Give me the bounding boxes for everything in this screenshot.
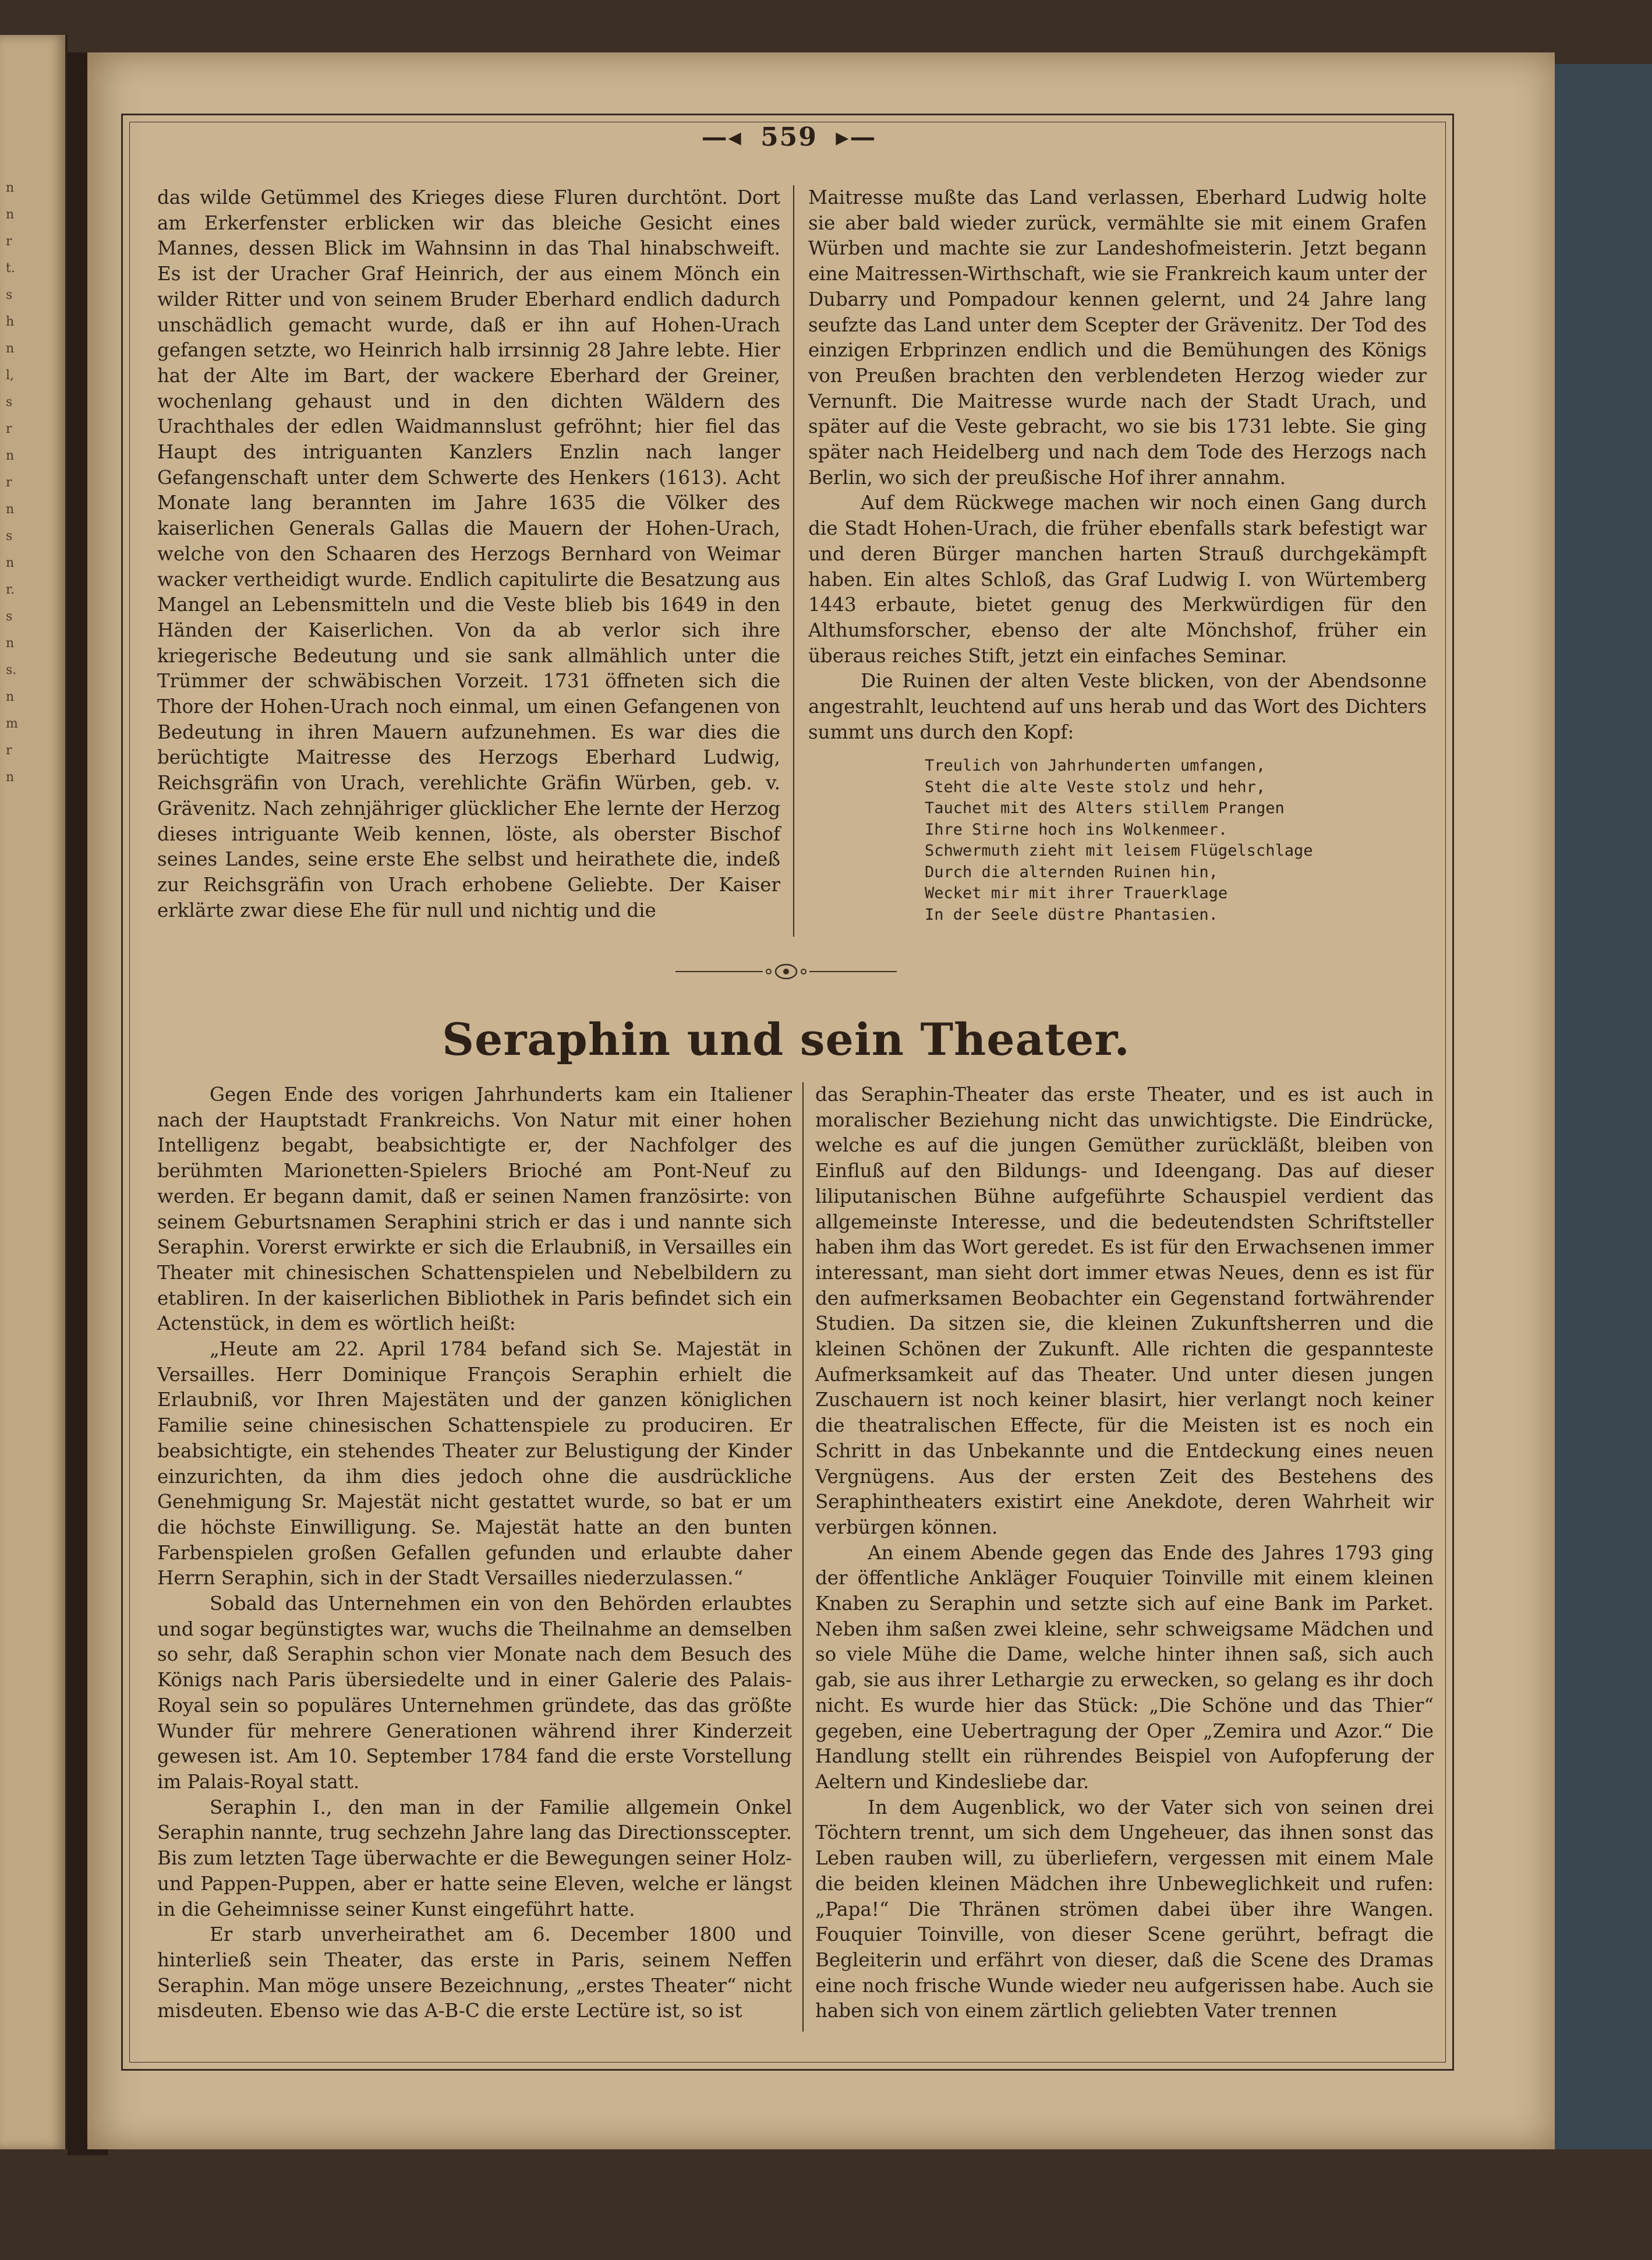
margin-fragment: n — [6, 556, 15, 570]
paragraph: Seraphin I., den man in der Familie allgemein Onkel Seraphin nannte, trug sechzehn Jahre lang das Directionsscepter. Bis zum letzten Tage überwachte er die Bewegungen seiner Holz- und Pappen-Puppen, aber er hatte seine Eleven, welche er längst in die Geheimnisse seiner Kunst eingeführt hatte. — [157, 1796, 792, 1920]
margin-fragment: s — [6, 288, 13, 302]
margin-fragment: l, — [6, 368, 15, 383]
paragraph: An einem Abende gegen das Ende des Jahres 1793 ging der öffentliche Ankläger Fouquier Toinville mit einem kleinen Knaben zu Seraphin und setzte sich auf eine Bank im Parket. Neben ihm saßen zwei kleine, sehr schweigsame Mädchen und so viele Mühe die Dame, welche hinter ihnen saß, sich auch gab, sie aus ihrer Lethargie zu erwecken, so gelang es ihr doch nicht. Es wurde hier das Stück: „Die Schöne und das Thier“ gegeben, eine Uebertragung der Oper „Zemira und Azor.“ Die Handlung stellt ein rührendes Beispiel von Aufopferung der Aeltern und Kindesliebe dar. — [815, 1541, 1434, 1793]
margin-fragment: n — [6, 207, 15, 222]
page-number-decor-right: ▸— — [836, 122, 877, 152]
poem-line: Steht die alte Veste stolz und hehr, — [925, 778, 1266, 796]
margin-fragment: n — [6, 690, 15, 704]
margin-fragment: t. — [6, 261, 15, 276]
margin-fragment: n — [6, 341, 15, 356]
margin-fragment: n — [6, 181, 15, 195]
poem-line: Ihre Stirne hoch ins Wolkenmeer. — [925, 820, 1228, 839]
page-number — [696, 122, 882, 152]
poem-line: Treulich von Jahrhunderten umfangen, — [925, 757, 1266, 775]
margin-fragment: n — [6, 770, 15, 785]
margin-fragment: n — [6, 449, 15, 463]
margin-fragment: h — [6, 315, 15, 329]
page-number-decor-left: —◂ — [701, 122, 742, 152]
paragraph: das Seraphin-Theater das erste Theater, und es ist auch in moralischer Beziehung nicht das unwichtigste. Die Eindrücke, welche es auf die jungen Gemüther zurückläßt, bleiben von Einfluß auf den Bildungs- und Ideengang. Das auf dieser liliputanischen Bühne aufgeführte Schauspiel verdient das allgemeinste Interesse, und die bedeutendsten Schriftsteller haben ihm das Wort geredet. Es ist für den Erwachsenen immer interessant, man sieht dort immer etwas Neues, denn es ist für den aufmerksamen Beobachter ein Gegenstand fortwährender Studien. Da sitzen sie, die kleinen Zukunftsherren und die kleinen Schönen der Zukunft. Alle richten die gespannteste Aufmerksamkeit auf das Theater. Und unter diesen jungen Zuschauern ist noch keiner blasirt, hier verlangt noch keiner die theatralischen Effecte, für die Meisten ist es noch ein Schritt in das Unbekannte und die Entdeckung eines neuen Vergnügens. Aus der ersten Zeit des Bestehens des Seraphintheaters existirt eine Anekdote, deren Wahrheit wir verbürgen können. — [815, 1083, 1434, 1538]
margin-fragment: s — [6, 609, 13, 624]
paragraph: Gegen Ende des vorigen Jahrhunderts kam ein Italiener nach der Hauptstadt Frankreichs. Von Natur mit einer hohen Intelligenz begabt, beabsichtigte er, der Nachfolger des berühmten Marionetten-Spielers Brioché am Pont-Neuf zu werden. Er begann damit, daß er seinen Namen französirte: von seinem Geburtsnamen Seraphini strich er das i und nannte sich Seraphin. Vorerst erwirkte er sich die Erlaubniß, in Versailles ein Theater mit chinesischen Schattenspielen und Nebelbildern zu etabliren. In der kaiserlichen Bibliothek in Paris befindet sich ein Actenstück, in dem es wörtlich heißt: — [157, 1083, 792, 1335]
margin-fragment: r — [6, 743, 12, 758]
margin-fragment: r — [6, 234, 12, 249]
margin-fragment: r — [6, 422, 12, 436]
bottom-column-divider — [802, 1082, 804, 2032]
poem-line: In der Seele düstre Phantasien. — [925, 905, 1218, 924]
poem — [925, 755, 1427, 926]
margin-fragment: r. — [6, 582, 15, 597]
book-cover-edge — [1555, 64, 1652, 2149]
top-left-column — [157, 185, 780, 923]
paragraph: „Heute am 22. April 1784 befand sich Se. Majestät in Versailles. Herr Dominique François Seraphin erhielt die Erlaubniß, vor Ihren Majestäten und der ganzen königlichen Familie seine chinesischen Schattenspiele zu produciren. Er beabsichtigte, ein stehendes Theater zur Belustigung der Kinder einzurichten, da ihm dies jedoch ohne die ausdrückliche Genehmigung Sr. Majestät nicht gestattet wurde, so bat er um die höchste Einwilligung. Se. Majestät hatte an den bunten Farbenspielen großen Gefallen gefunden und erlaubte daher Herrn Seraphin, sich in der Stadt Versailles niederzulassen.“ — [157, 1338, 792, 1590]
margin-fragment: s — [6, 395, 13, 409]
paragraph: Maitresse mußte das Land verlassen, Eberhard Ludwig holte sie aber bald wieder zurück, vermählte sie mit einem Grafen Würben und machte sie zur Landeshofmeisterin. Jetzt begann eine Maitressen-Wirthschaft, wie sie Frankreich kaum unter der Dubarry und Pompadour kennen gelernt, und 24 Jahre lang seufzte das Land unter dem Scepter der Grävenitz. Der Tod des einzigen Erbprinzen endlich und die Bemühungen des Königs von Preußen brachten den verblendeten Herzog wieder zur Vernunft. Die Maitresse wurde nach der Stadt Urach, und später auf die Veste gebracht, wo sie bis 1731 lebte. Sie ging später nach Heidelberg und nach dem Tode des Herzogs nach Berlin, wo sich der preußische Hof ihrer annahm. — [808, 186, 1427, 489]
previous-page-edge — [0, 35, 68, 2149]
top-right-column — [808, 185, 1427, 926]
paragraph: Auf dem Rückwege machen wir noch einen Gang durch die Stadt Hohen-Urach, die früher ebenfalls stark befestigt war und deren Bürger manchen harten Strauß durchgekämpft haben. Ein altes Schloß, das Graf Ludwig I. von Würtemberg 1443 erbaute, bietet genug des Merkwürdigen für den Althumsforscher, ebenso der alte Mönchshof, früher ein überaus reiches Stift, jetzt ein einfaches Seminar. — [808, 492, 1427, 667]
poem-line: Schwermuth zieht mit leisem Flügelschlage — [925, 842, 1313, 860]
paragraph: Die Ruinen der alten Veste blicken, von der Abendsonne angestrahlt, leuchtend auf uns herab und das Wort des Dichters summt uns durch den Kopf: — [808, 670, 1427, 743]
bottom-right-column — [815, 1082, 1434, 2024]
margin-fragment: n — [6, 502, 15, 517]
page-number-value: 559 — [760, 122, 818, 152]
poem-line: Tauchet mit des Alters stillem Prangen — [925, 799, 1285, 818]
paragraph: Er starb unverheirathet am 6. December 1800 und hinterließ sein Theater, das erste in Paris, seinem Neffen Seraphin. Man möge unsere Bezeichnung, „erstes Theater“ nicht misdeuten. Ebenso wie das A-B-C die erste Lectüre ist, so ist — [157, 1923, 792, 2022]
margin-fragment: s — [6, 529, 13, 543]
poem-line: Wecket mir mit ihrer Trauerklage — [925, 884, 1228, 903]
margin-fragment: m — [6, 716, 18, 731]
paragraph: In dem Augenblick, wo der Vater sich von seinen drei Töchtern trennt, um sich dem Ungeheuer, das ihnen sonst das Leben rauben will, zu überliefern, vergessen mit einem Male die beiden kleinen Mädchen ihre Unbeweglichkeit und rufen: „Papa!“ Die Thränen strömen dabei über ihre Wangen. Fouquier Toinville, von dieser Scene gerührt, befragt die Begleiterin und erfährt von dieser, daß die Scene des Dramas eine noch frische Wunde wieder neu aufgerissen habe. Auch sie haben sich von einem zärtlich geliebten Vater trennen — [815, 1796, 1434, 2022]
top-column-divider — [793, 185, 794, 937]
poem-line: Durch die alternden Ruinen hin, — [925, 863, 1218, 881]
article-title: Seraphin und sein Theater. — [442, 1014, 1130, 1065]
margin-fragment: n — [6, 636, 15, 651]
bottom-left-column — [157, 1082, 792, 2024]
paragraph: Sobald das Unternehmen ein von den Behörden erlaubtes und sogar begünstigtes war, wuchs die Theilnahme an demselben so sehr, daß Seraphin schon vier Monate nach dem Besuch des Königs nach Paris übersiedelte und in einer Galerie des Palais-Royal sein so populäres Unternehmen gründete, das das größte Wunder für mehrere Generationen während ihrer Kinderzeit gewesen ist. Am 10. September 1784 fand die erste Vorstellung im Palais-Royal statt. — [157, 1592, 792, 1793]
ornament-divider — [670, 954, 903, 989]
margin-fragment: s. — [6, 663, 17, 677]
margin-fragment: r — [6, 475, 12, 490]
paragraph: das wilde Getümmel des Krieges diese Fluren durchtönt. Dort am Erkerfenster erblicken wir das bleiche Gesicht eines Mannes, dessen Blick im Wahnsinn in das Thal hinabschweift. Es ist der Uracher Graf Heinrich, der aus einem Mönch ein wilder Ritter und von seinem Bruder Eberhard endlich dadurch unschädlich gemacht wurde, daß er ihn auf Hohen-Urach gefangen setzte, wo Heinrich halb irrsinnig 28 Jahre lebte. Hier hat der Alte im Bart, der wackere Eberhard der Greiner, wochenlang gehaust und in den dichten Wäldern des Urachthales der edlen Waidmannslust gefröhnt; hier fiel das Haupt des intriguanten Kanzlers Enzlin nach langer Gefangenschaft unter dem Schwerte des Henkers (1613). Acht Monate lang berannten im Jahre 1635 die Völker des kaiserlichen Generals Gallas die Mauern der Hohen-Urach, welche von den Schaaren des Herzogs Bernhard von Weimar wacker vertheidigt wurde. Endlich capitulirte die Besatzung aus Mangel an Lebensmitteln und die Veste blieb bis 1649 in den Händen der Kaiserlichen. Von da ab verlor sich ihre kriegerische Bedeutung und sie sank allmählich unter die Trümmer der schwäbischen Vorzeit. 1731 öffneten sich die Thore der Hohen-Urach noch einmal, um einen Gefangenen von Bedeutung in ihren Mauern aufzunehmen. Es war dies die berüchtigte Maitresse des Herzogs Eberhard Ludwig, Reichsgräfin von Urach, verehlichte Gräfin Würben, geb. v. Grävenitz. Nach zehnjähriger glücklicher Ehe lernte der Herzog dieses intriguante Weib kennen, löste, als oberster Bischof seines Landes, seine erste Ehe selbst und heirathete die, indeß zur Reichsgräfin von Urach erhobene Geliebte. Der Kaiser erklärte zwar diese Ehe für null und nichtig und die — [157, 186, 780, 921]
